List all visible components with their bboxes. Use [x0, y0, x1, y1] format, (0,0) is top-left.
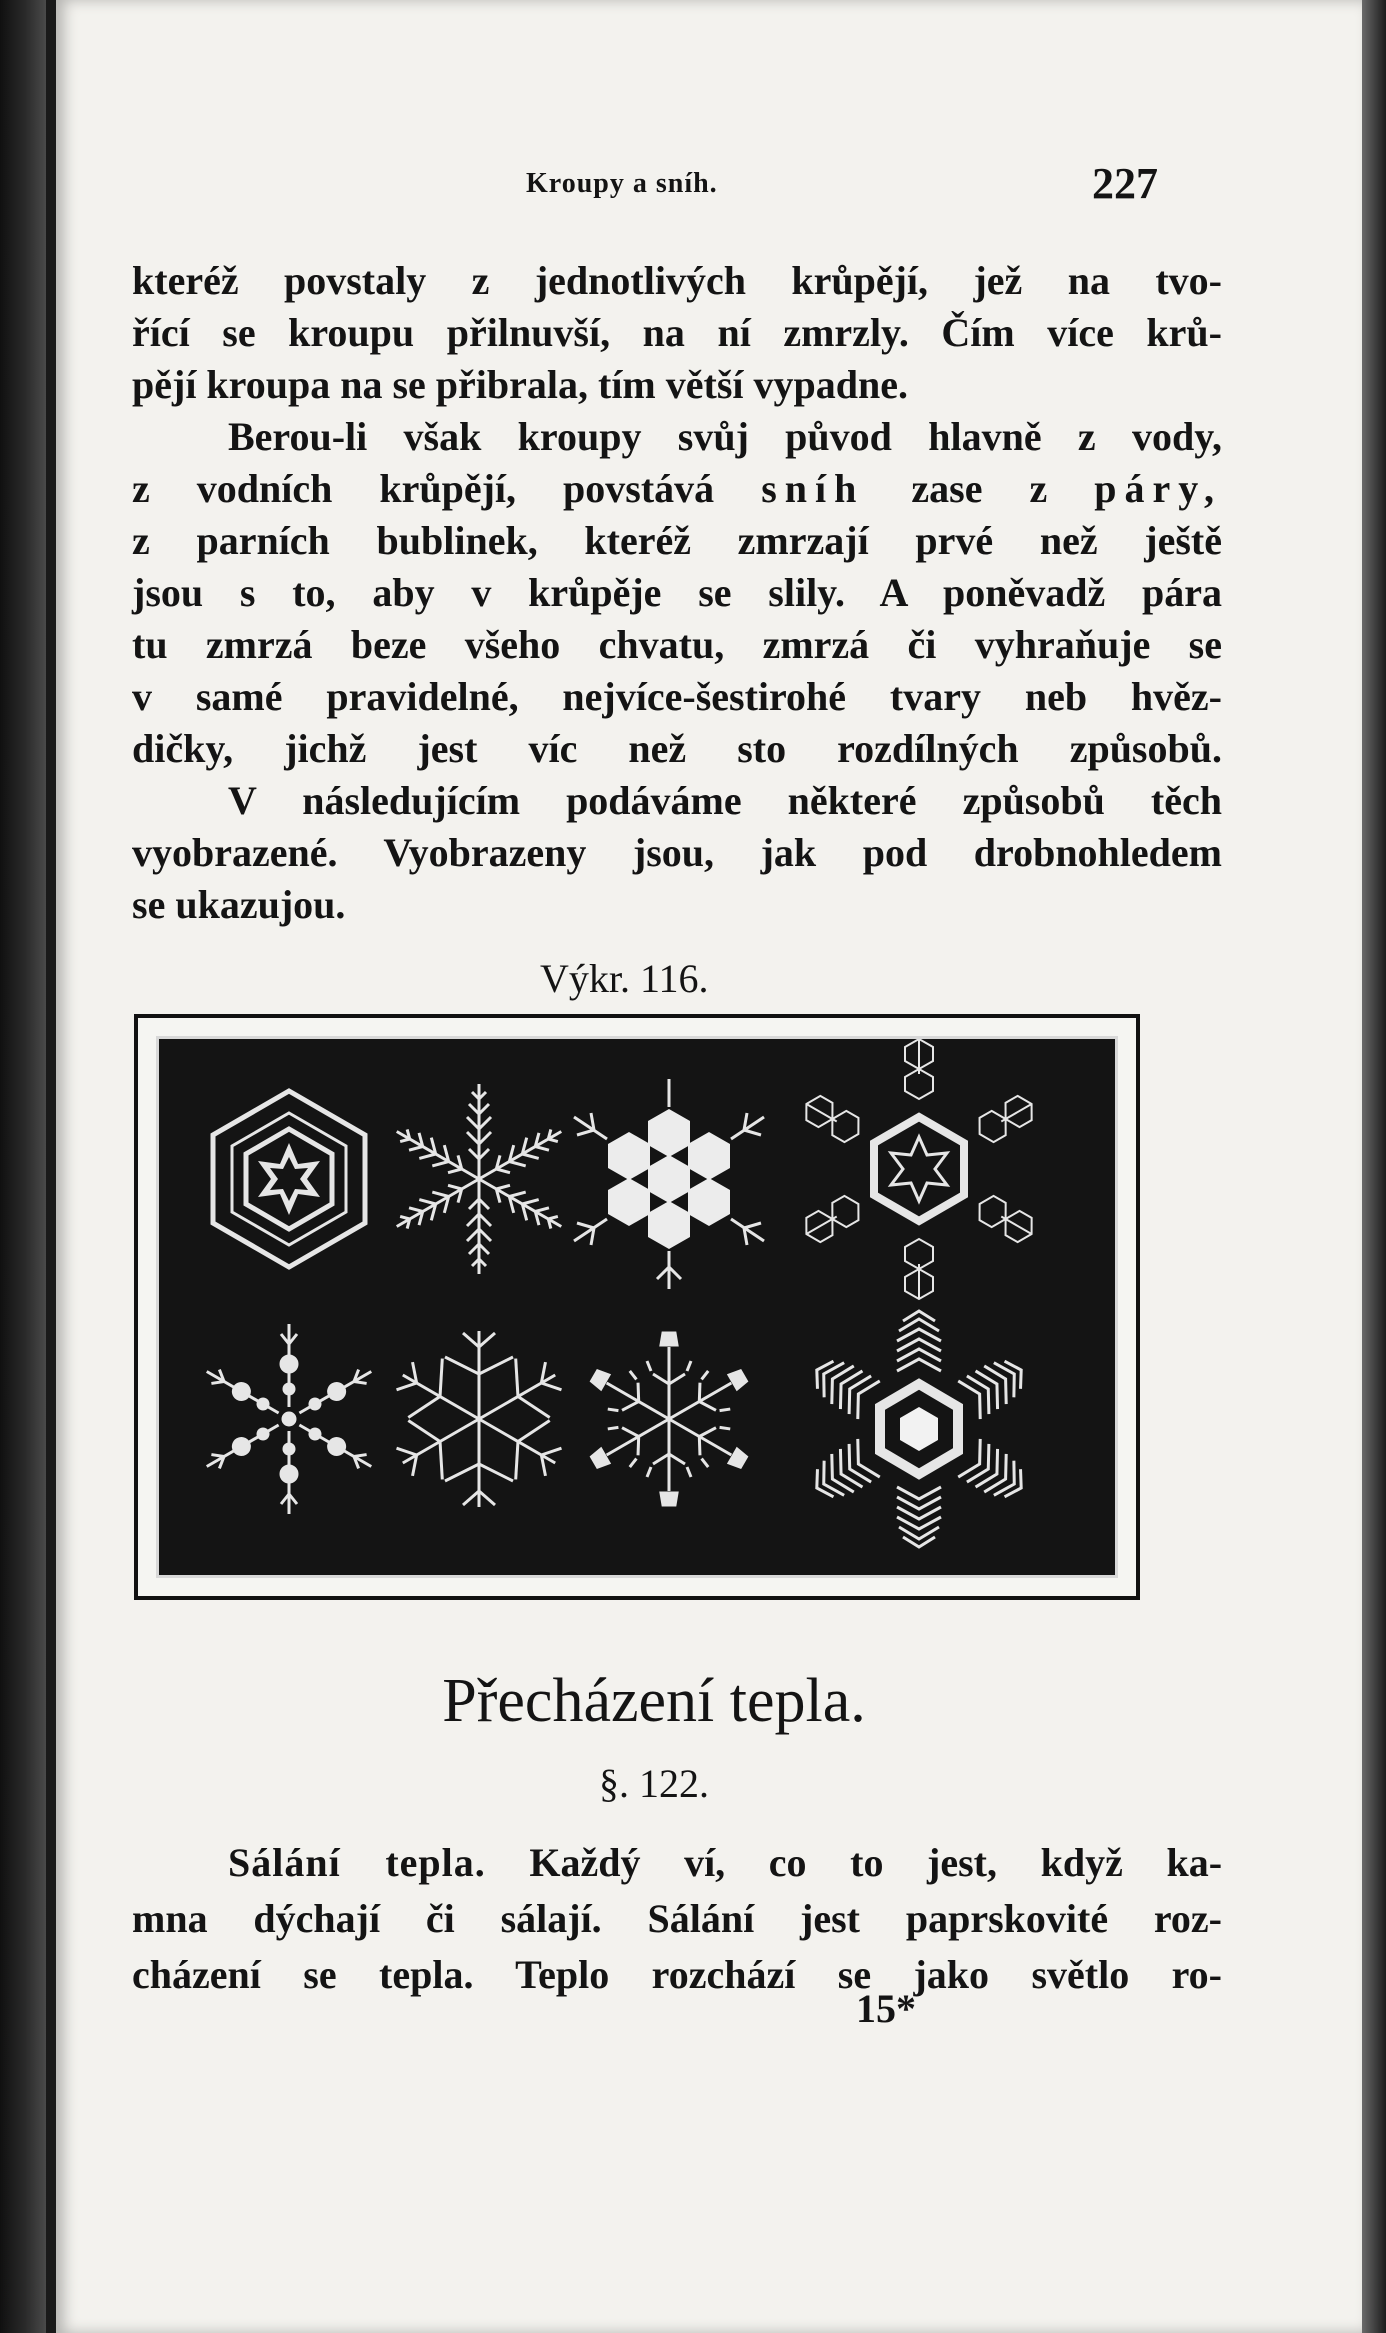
text-line: cházení se tepla. Teplo rozchází se jako světlo ro- — [132, 1952, 1222, 1997]
text-line: mna dýchají či sálají. Sálání jest paprskovité roz- — [132, 1896, 1222, 1941]
text-line: tu zmrzá beze všeho chvatu, zmrzá či vyhraňuje se — [132, 622, 1222, 667]
book-spine-left — [0, 0, 46, 2333]
emphasis-pary: páry, — [1094, 466, 1223, 511]
snowflake-dotted — [203, 1324, 376, 1514]
text-line: kteréž povstaly z jednotlivých krůpějí, jež na tvo- — [132, 258, 1222, 303]
text-line: V následujícím podáváme některé způsobů těch — [228, 778, 1222, 823]
text-fragment: z vodních krůpějí, povstává — [132, 466, 715, 511]
section-number: §. 122. — [599, 1761, 709, 1806]
page-number: 227 — [1092, 159, 1158, 208]
text-line: dičky, jichž jest víc než sto rozdílných způsobů. — [132, 726, 1222, 771]
text-line: jsou s to, aby v krůpěje se slily. A poněvadž pára — [132, 570, 1222, 615]
snowflake-lattice — [386, 1331, 572, 1507]
snowflake-tipped — [584, 1333, 755, 1505]
snowflake-star-cubes — [799, 1039, 1038, 1299]
book-spine-right — [1362, 0, 1386, 2333]
text-fragment: zase z — [911, 466, 1048, 511]
figure-plate — [156, 1036, 1118, 1578]
running-title: Kroupy a sníh. — [526, 168, 718, 199]
text-line: se ukazujou. — [132, 882, 346, 927]
snowflake-chevron — [806, 1311, 1032, 1547]
snowflake-illustration — [159, 1039, 1123, 1583]
text-line: z parních bublinek, kteréž zmrzají prvé než ještě — [132, 518, 1222, 563]
body-text-bottom — [132, 1835, 1222, 2003]
text-line: vyobrazené. Vyobrazeny jsou, jak pod drobnohledem — [132, 830, 1222, 875]
text-line: v samé pravidelné, nejvíce-šestirohé tvary neb hvěz- — [132, 674, 1222, 719]
paragraph-lead: Sálání tepla. — [228, 1840, 486, 1885]
text-line — [132, 1835, 1222, 1891]
snowflake-hexagon-star — [213, 1091, 365, 1267]
signature-mark: 15* — [856, 1986, 916, 2031]
text-line: pějí kroupa na se přibrala, tím větší vypadne. — [132, 362, 908, 407]
snowflake-fern — [391, 1084, 568, 1274]
text-line: řící se kroupu přilnuvší, na ní zmrzly. Čím více krů- — [132, 310, 1222, 355]
text-line — [132, 463, 1222, 515]
text-line: Berou-li však kroupy svůj původ hlavně z vody, — [228, 414, 1222, 459]
text-fragment: Každý ví, co to jest, když ka- — [529, 1840, 1223, 1885]
running-head — [56, 158, 1362, 208]
emphasis-snih: sníh — [761, 466, 865, 511]
section-title: Přecházení tepla. — [442, 1667, 866, 1735]
book-page — [56, 0, 1362, 2333]
snowflake-hex-cluster — [574, 1079, 764, 1289]
body-text-top — [132, 255, 1222, 931]
figure-caption: Výkr. 116. — [540, 956, 709, 1001]
snowflake-figure — [134, 1014, 1140, 1600]
